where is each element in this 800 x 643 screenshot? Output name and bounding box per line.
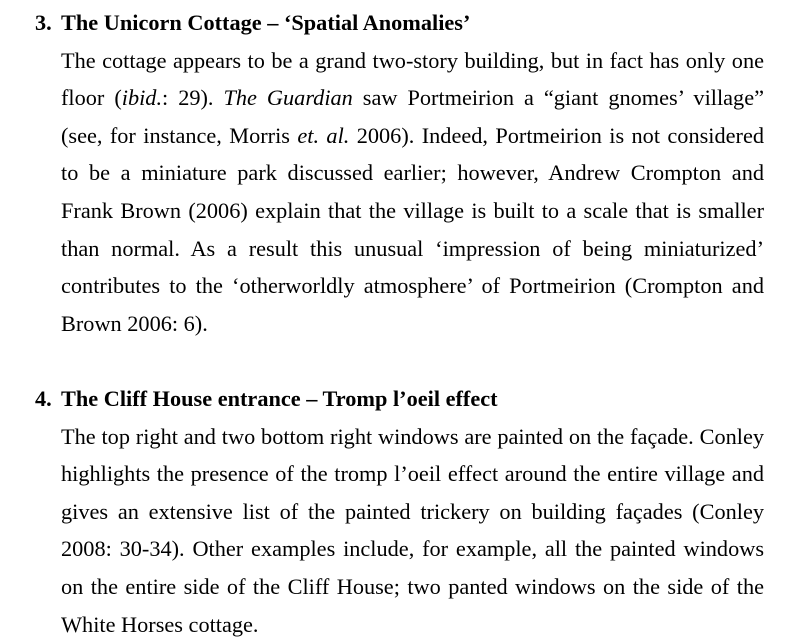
item-number: 4. [35, 385, 52, 411]
item-number: 3. [35, 10, 52, 35]
item-body [61, 4, 764, 342]
item-heading: The Cliff House entrance – Tromp l’oeil effect [61, 385, 498, 411]
item-body [61, 380, 764, 643]
item-paragraph: The top right and two bottom right windows are painted on the façade. Conley highlights the presence of the tromp l’oeil effect around the entire village and gives an extensive list of the painted trickery on building façades (Conley 2008: 30-34). Other examples include, for example, all the painted windows on the entire side of the Cliff House; two panted windows on the side of the White Horses cottage. [61, 423, 764, 637]
list-item-3 [35, 4, 764, 342]
item-heading: The Unicorn Cottage – ‘Spatial Anomalies’ [61, 10, 471, 35]
item-paragraph: The cottage appears to be a grand two-story building, but in fact has only one floor (ibid.: 29). The Guardian saw Portmeirion a “giant gnomes’ village” (see, for instance, Morris et. al. 2006). Indeed, Portmeirion is not considered to be a miniature park discussed earlier; however, Andrew Crompton and Frank Brown (2006) explain that the village is built to a scale that is smaller than normal. As a result this unusual ‘impression of being miniaturized’ contributes to the ‘otherworldly atmosphere’ of Portmeirion (Crompton and Brown 2006: 6). [61, 47, 765, 336]
list-item-4 [35, 380, 764, 643]
